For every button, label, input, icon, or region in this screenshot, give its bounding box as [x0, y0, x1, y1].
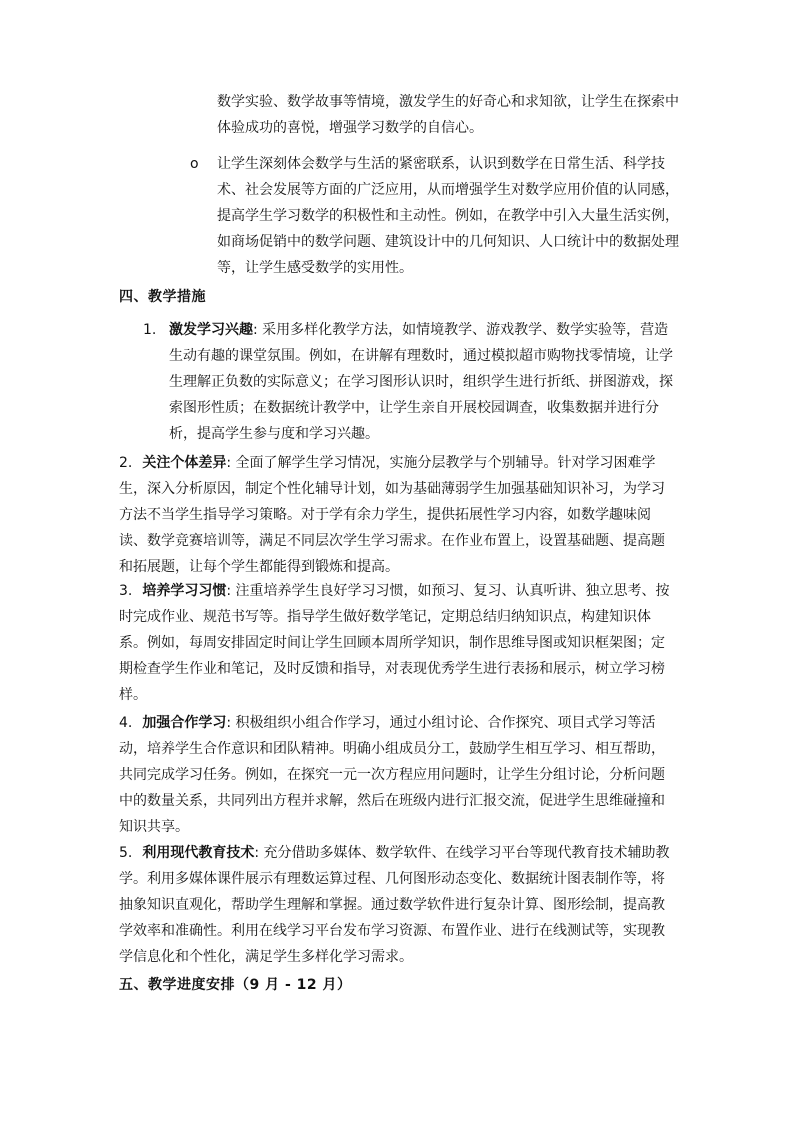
item-separator: :	[254, 845, 260, 861]
bullet-marker: o	[190, 156, 199, 172]
item-body	[169, 317, 677, 447]
measure-item-4	[119, 710, 678, 840]
measure-item-5	[119, 840, 678, 970]
item-lead: 利用现代教育技术	[142, 845, 255, 861]
item-separator: :	[226, 583, 232, 599]
item-lead: 培养学习习惯	[142, 583, 227, 599]
item-text: 采用多样化教学方法，如情境教学、游戏教学、数学实验等，营造生动有趣的课堂氛围。例如，在讲解有理数时，通过模拟超市购物找零情境，让学生理解正负数的实际意义；在学习图形认识时，组织学生进行折纸、拼图游戏，探索图形性质；在数据统计教学中，让学生亲自开展校园调查，收集数据并进行分析，提高学生参与度和学习兴趣。	[169, 322, 673, 442]
item-lead: 激发学习兴趣	[169, 322, 253, 338]
item-text: 全面了解学生学习情况，实施分层教学与个别辅导。针对学习困难学生，深入分析原因，制定个性化辅导计划，如为基础薄弱学生加强基础知识补习，为学习方法不当学生指导学习策略。对于学有余力学生，提供拓展性学习内容，如数学趣味阅读、数学竞赛培训等，满足不同层次学生学习需求。在作业布置上，设置基础题、提高题和拓展题，让每个学生都能得到锻炼和提高。	[119, 455, 665, 575]
measure-item-2	[119, 450, 678, 580]
section-heading-5: 五、教学进度安排（9 月 - 12 月）	[119, 977, 352, 993]
item-lead: 加强合作学习	[142, 715, 227, 731]
bullet-text: 让学生深刻体会数学与生活的紧密联系，认识到数学在日常生活、科学技术、社会发展等方面的广泛应用，从而增强学生对数学应用价值的认同感，提高学生学习数学的积极性和主动性。例如，在教学中引入大量生活实例，如商场促销中的数学问题、建筑设计中的几何知识、人口统计中的数据处理等，让学生感受数学的实用性。	[217, 156, 679, 276]
item-number: 3.	[119, 583, 133, 599]
measure-item-3	[119, 578, 678, 708]
item-number: 1.	[143, 322, 157, 338]
item-separator: :	[226, 455, 232, 471]
item-number: 4.	[119, 715, 133, 731]
item-text: 注重培养学生良好学习习惯，如预习、复习、认真听讲、独立思考、按时完成作业、规范书写等。指导学生做好数学笔记，定期总结归纳知识点，构建知识体系。例如，每周安排固定时间让学生回顾本周所学知识，制作思维导图或知识框架图；定期检查学生作业和笔记，及时反馈和指导，对表现优秀学生进行表扬和展示，树立学习榜样。	[119, 583, 670, 703]
item-number: 2.	[119, 455, 133, 471]
item-lead: 关注个体差异	[142, 455, 227, 471]
item-text: 充分借助多媒体、数学软件、在线学习平台等现代教育技术辅助教学。利用多媒体课件展示有理数运算过程、几何图形动态变化、数据统计图表制作等，将抽象知识直观化，帮助学生理解和掌握。通过数学软件进行复杂计算、图形绘制，提高教学效率和准确性。利用在线学习平台发布学习资源、布置作业、进行在线测试等，实现教学信息化和个性化，满足学生多样化学习需求。	[119, 845, 670, 965]
continuation-paragraph: 数学实验、数学故事等情境，激发学生的好奇心和求知欲，让学生在探索中体验成功的喜悦，增强学习数学的自信心。	[217, 94, 679, 136]
item-number: 5.	[119, 845, 133, 861]
item-separator: :	[226, 715, 232, 731]
item-text: 积极组织小组合作学习，通过小组讨论、合作探究、项目式学习等活动，培养学生合作意识和团队精神。明确小组成员分工，鼓励学生相互学习、相互帮助，共同完成学习任务。例如，在探究一元一次方程应用问题时，让学生分组讨论，分析问题中的数量关系，共同列出方程并求解，然后在班级内进行汇报交流，促进学生思维碰撞和知识共享。	[119, 715, 665, 835]
section-heading-4: 四、教学措施	[119, 289, 206, 305]
item-separator: :	[253, 322, 258, 338]
